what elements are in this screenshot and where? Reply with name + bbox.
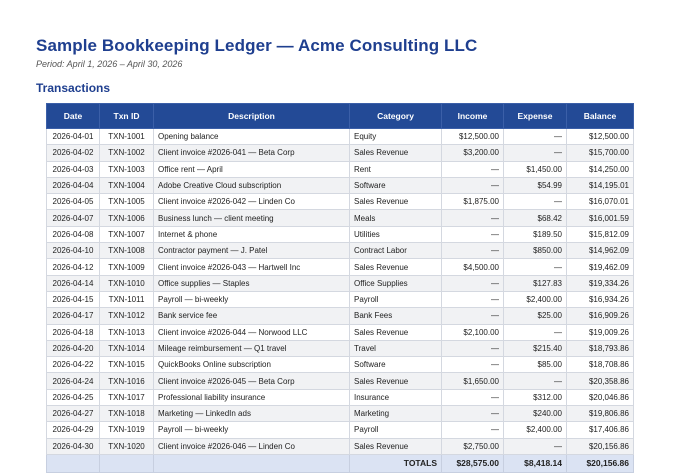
cell-category: Sales Revenue xyxy=(350,145,442,161)
cell-txn-id: TXN-1002 xyxy=(100,145,154,161)
cell-date: 2026-04-24 xyxy=(47,373,100,389)
column-header-balance[interactable]: Balance xyxy=(567,104,634,129)
cell-description: Client invoice #2026-044 — Norwood LLC xyxy=(154,324,350,340)
cell-date: 2026-04-25 xyxy=(47,389,100,405)
cell-description: Professional liability insurance xyxy=(154,389,350,405)
cell-expense: $54.99 xyxy=(504,177,567,193)
cell-description: Client invoice #2026-041 — Beta Corp xyxy=(154,145,350,161)
cell-date: 2026-04-02 xyxy=(47,145,100,161)
cell-balance: $17,406.86 xyxy=(567,422,634,438)
cell-txn-id: TXN-1006 xyxy=(100,210,154,226)
cell-category: Office Supplies xyxy=(350,275,442,291)
cell-category: Rent xyxy=(350,161,442,177)
table-row[interactable] xyxy=(47,177,634,193)
cell-income: — xyxy=(442,226,504,242)
cell-txn-id: TXN-1004 xyxy=(100,177,154,193)
cell-date: 2026-04-30 xyxy=(47,438,100,454)
cell-expense: $240.00 xyxy=(504,406,567,422)
cell-description: Contractor payment — J. Patel xyxy=(154,243,350,259)
cell-expense: — xyxy=(504,129,567,145)
cell-income: $4,500.00 xyxy=(442,259,504,275)
cell-expense: — xyxy=(504,438,567,454)
totals-expense: $8,418.14 xyxy=(504,454,567,472)
cell-description: Office rent — April xyxy=(154,161,350,177)
cell-category: Sales Revenue xyxy=(350,438,442,454)
cell-txn-id: TXN-1014 xyxy=(100,340,154,356)
cell-income: — xyxy=(442,389,504,405)
cell-balance: $18,708.86 xyxy=(567,357,634,373)
table-row[interactable] xyxy=(47,324,634,340)
cell-description: Office supplies — Staples xyxy=(154,275,350,291)
table-row[interactable] xyxy=(47,210,634,226)
cell-date: 2026-04-04 xyxy=(47,177,100,193)
cell-date: 2026-04-08 xyxy=(47,226,100,242)
cell-balance: $20,046.86 xyxy=(567,389,634,405)
cell-expense: $68.42 xyxy=(504,210,567,226)
cell-balance: $20,156.86 xyxy=(567,438,634,454)
cell-income: — xyxy=(442,275,504,291)
cell-date: 2026-04-17 xyxy=(47,308,100,324)
table-row[interactable] xyxy=(47,129,634,145)
cell-income: — xyxy=(442,422,504,438)
cell-category: Bank Fees xyxy=(350,308,442,324)
cell-txn-id: TXN-1018 xyxy=(100,406,154,422)
cell-txn-id: TXN-1016 xyxy=(100,373,154,389)
table-row[interactable] xyxy=(47,194,634,210)
cell-balance: $15,700.00 xyxy=(567,145,634,161)
cell-txn-id: TXN-1007 xyxy=(100,226,154,242)
cell-description: Adobe Creative Cloud subscription xyxy=(154,177,350,193)
table-row[interactable] xyxy=(47,373,634,389)
table-row[interactable] xyxy=(47,438,634,454)
cell-description: Payroll — bi-weekly xyxy=(154,291,350,307)
cell-income: — xyxy=(442,210,504,226)
page-title: Sample Bookkeeping Ledger — Acme Consulting LLC xyxy=(36,36,478,55)
cell-description: Payroll — bi-weekly xyxy=(154,422,350,438)
cell-txn-id: TXN-1010 xyxy=(100,275,154,291)
cell-txn-id: TXN-1009 xyxy=(100,259,154,275)
cell-balance: $20,358.86 xyxy=(567,373,634,389)
cell-category: Payroll xyxy=(350,422,442,438)
cell-category: Meals xyxy=(350,210,442,226)
cell-txn-id: TXN-1012 xyxy=(100,308,154,324)
cell-date: 2026-04-01 xyxy=(47,129,100,145)
cell-income: — xyxy=(442,243,504,259)
cell-date: 2026-04-12 xyxy=(47,259,100,275)
column-header-category[interactable]: Category xyxy=(350,104,442,129)
totals-empty-cell xyxy=(47,454,100,472)
cell-category: Marketing xyxy=(350,406,442,422)
cell-date: 2026-04-27 xyxy=(47,406,100,422)
column-header-date[interactable]: Date xyxy=(47,104,100,129)
cell-expense: — xyxy=(504,324,567,340)
cell-date: 2026-04-18 xyxy=(47,324,100,340)
table-row[interactable] xyxy=(47,226,634,242)
cell-description: Business lunch — client meeting xyxy=(154,210,350,226)
table-row[interactable] xyxy=(47,357,634,373)
cell-category: Software xyxy=(350,177,442,193)
cell-balance: $15,812.09 xyxy=(567,226,634,242)
cell-income: $12,500.00 xyxy=(442,129,504,145)
cell-txn-id: TXN-1003 xyxy=(100,161,154,177)
cell-description: Client invoice #2026-045 — Beta Corp xyxy=(154,373,350,389)
cell-balance: $12,500.00 xyxy=(567,129,634,145)
totals-empty-cell xyxy=(100,454,154,472)
cell-expense: $189.50 xyxy=(504,226,567,242)
column-header-expense[interactable]: Expense xyxy=(504,104,567,129)
cell-income: — xyxy=(442,177,504,193)
cell-income: $1,650.00 xyxy=(442,373,504,389)
period-subtitle: Period: April 1, 2026 – April 30, 2026 xyxy=(36,59,183,69)
cell-txn-id: TXN-1001 xyxy=(100,129,154,145)
cell-txn-id: TXN-1017 xyxy=(100,389,154,405)
cell-balance: $18,793.86 xyxy=(567,340,634,356)
cell-description: Bank service fee xyxy=(154,308,350,324)
cell-balance: $19,806.86 xyxy=(567,406,634,422)
cell-balance: $14,195.01 xyxy=(567,177,634,193)
table-row[interactable] xyxy=(47,291,634,307)
cell-txn-id: TXN-1005 xyxy=(100,194,154,210)
cell-income: — xyxy=(442,340,504,356)
cell-txn-id: TXN-1008 xyxy=(100,243,154,259)
cell-category: Insurance xyxy=(350,389,442,405)
table-row[interactable] xyxy=(47,308,634,324)
cell-expense: — xyxy=(504,259,567,275)
cell-description: Internet & phone xyxy=(154,226,350,242)
cell-category: Equity xyxy=(350,129,442,145)
cell-expense: $850.00 xyxy=(504,243,567,259)
cell-category: Sales Revenue xyxy=(350,259,442,275)
totals-empty-cell xyxy=(154,454,350,472)
column-header-income[interactable]: Income xyxy=(442,104,504,129)
cell-category: Software xyxy=(350,357,442,373)
table-header-row xyxy=(47,104,634,129)
cell-balance: $19,462.09 xyxy=(567,259,634,275)
cell-txn-id: TXN-1019 xyxy=(100,422,154,438)
cell-income: — xyxy=(442,161,504,177)
cell-expense: — xyxy=(504,194,567,210)
section-heading: Transactions xyxy=(36,81,111,95)
table-body xyxy=(47,129,634,455)
cell-date: 2026-04-03 xyxy=(47,161,100,177)
cell-category: Payroll xyxy=(350,291,442,307)
cell-income: $1,875.00 xyxy=(442,194,504,210)
cell-description: Mileage reimbursement — Q1 travel xyxy=(154,340,350,356)
table-row[interactable] xyxy=(47,145,634,161)
cell-income: — xyxy=(442,357,504,373)
cell-balance: $16,001.59 xyxy=(567,210,634,226)
cell-category: Sales Revenue xyxy=(350,373,442,389)
table-row[interactable] xyxy=(47,259,634,275)
cell-income: $2,750.00 xyxy=(442,438,504,454)
cell-income: — xyxy=(442,308,504,324)
column-header-txn-id[interactable]: Txn ID xyxy=(100,104,154,129)
table-row[interactable] xyxy=(47,243,634,259)
cell-description: Marketing — LinkedIn ads xyxy=(154,406,350,422)
cell-balance: $16,070.01 xyxy=(567,194,634,210)
totals-row xyxy=(47,454,634,472)
cell-date: 2026-04-07 xyxy=(47,210,100,226)
cell-category: Sales Revenue xyxy=(350,194,442,210)
cell-description: Opening balance xyxy=(154,129,350,145)
totals-income: $28,575.00 xyxy=(442,454,504,472)
totals-balance: $20,156.86 xyxy=(567,454,634,472)
cell-balance: $14,250.00 xyxy=(567,161,634,177)
cell-category: Utilities xyxy=(350,226,442,242)
cell-expense: $2,400.00 xyxy=(504,291,567,307)
cell-balance: $14,962.09 xyxy=(567,243,634,259)
cell-expense: $215.40 xyxy=(504,340,567,356)
cell-balance: $19,334.26 xyxy=(567,275,634,291)
cell-date: 2026-04-05 xyxy=(47,194,100,210)
table-row[interactable] xyxy=(47,422,634,438)
totals-label: TOTALS xyxy=(350,454,442,472)
cell-expense: $1,450.00 xyxy=(504,161,567,177)
cell-txn-id: TXN-1011 xyxy=(100,291,154,307)
cell-expense: $312.00 xyxy=(504,389,567,405)
cell-income: $3,200.00 xyxy=(442,145,504,161)
cell-expense: $25.00 xyxy=(504,308,567,324)
cell-balance: $16,934.26 xyxy=(567,291,634,307)
cell-date: 2026-04-14 xyxy=(47,275,100,291)
cell-date: 2026-04-15 xyxy=(47,291,100,307)
cell-description: Client invoice #2026-043 — Hartwell Inc xyxy=(154,259,350,275)
cell-expense: $127.83 xyxy=(504,275,567,291)
cell-expense: — xyxy=(504,145,567,161)
cell-description: Client invoice #2026-046 — Linden Co xyxy=(154,438,350,454)
cell-income: — xyxy=(442,291,504,307)
table-row[interactable] xyxy=(47,275,634,291)
table-row[interactable] xyxy=(47,406,634,422)
column-header-description[interactable]: Description xyxy=(154,104,350,129)
cell-income: $2,100.00 xyxy=(442,324,504,340)
table-row[interactable] xyxy=(47,389,634,405)
cell-txn-id: TXN-1015 xyxy=(100,357,154,373)
table-row[interactable] xyxy=(47,340,634,356)
cell-txn-id: TXN-1020 xyxy=(100,438,154,454)
cell-expense: — xyxy=(504,373,567,389)
cell-txn-id: TXN-1013 xyxy=(100,324,154,340)
cell-date: 2026-04-20 xyxy=(47,340,100,356)
cell-balance: $16,909.26 xyxy=(567,308,634,324)
cell-expense: $2,400.00 xyxy=(504,422,567,438)
cell-expense: $85.00 xyxy=(504,357,567,373)
cell-category: Travel xyxy=(350,340,442,356)
cell-description: Client invoice #2026-042 — Linden Co xyxy=(154,194,350,210)
cell-date: 2026-04-10 xyxy=(47,243,100,259)
cell-category: Sales Revenue xyxy=(350,324,442,340)
transactions-table xyxy=(46,103,634,473)
cell-income: — xyxy=(442,406,504,422)
cell-balance: $19,009.26 xyxy=(567,324,634,340)
cell-description: QuickBooks Online subscription xyxy=(154,357,350,373)
table-row[interactable] xyxy=(47,161,634,177)
cell-date: 2026-04-29 xyxy=(47,422,100,438)
cell-category: Contract Labor xyxy=(350,243,442,259)
cell-date: 2026-04-22 xyxy=(47,357,100,373)
